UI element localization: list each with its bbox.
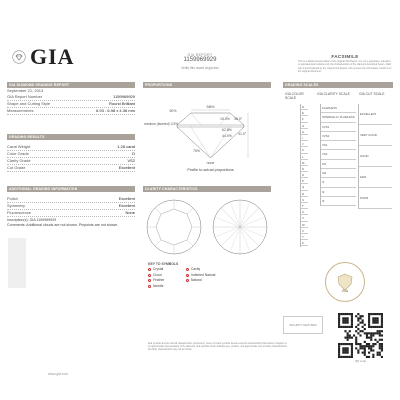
seal-label: GIA (341, 289, 349, 293)
key-title: KEY TO SYMBOLS (148, 262, 179, 266)
pavilion-depth: 44.0% (222, 134, 232, 138)
clarity-scale-grade: SI2 (321, 169, 356, 178)
color-scale-grade: L (301, 154, 308, 160)
proportions-diagram (143, 90, 271, 172)
cut-scale-grade: FAIR (359, 167, 392, 188)
profile-caption: Profile to actual proportions (187, 168, 234, 172)
clarity-scale-grade: VS2 (321, 150, 356, 159)
report-number: 1159969929 (183, 57, 217, 63)
crystal-icon (148, 268, 151, 271)
cut-scale-grade: EXCELLENT (359, 104, 392, 125)
color-scale-grade: Y (301, 234, 308, 240)
color-scale-grade: Q (301, 184, 308, 190)
crown-angle: 35.0° (234, 117, 243, 121)
website: www.gia.edu (48, 372, 68, 376)
color-scale-grade: H (301, 129, 308, 135)
indented-natural-icon (186, 274, 189, 277)
color-scale-grade: G (301, 123, 308, 129)
clarity-scale-grade: I2 (321, 188, 356, 197)
gia-seal (325, 262, 365, 302)
legend-needle: Needle (148, 284, 180, 290)
color-scale-grade: P (301, 178, 308, 184)
clarity-section (143, 186, 271, 192)
color-scale-grade: X (301, 228, 308, 234)
footer-note: Red symbols denote internal characteristics (inclusions). Green or black symbols denote external characteristics (blemishes). Diagram is an approximate representation of the diamond, and symbols shown indicate type, position, and approximate size of clarity characteristics. All clarity characteristics may not be shown. (148, 343, 288, 352)
proportions-header: PROPORTIONS (143, 82, 271, 88)
qr-label: QR code (354, 359, 367, 363)
clarity-scale-grade: I3 (321, 197, 356, 206)
color-scale-grade: U (301, 209, 308, 215)
additional-row: Fluorescence None (7, 210, 135, 215)
clarity-header: CLARITY CHARACTERISTICS (143, 186, 271, 192)
color-scale-grade: R (301, 191, 308, 197)
color-scale-grade: K (301, 147, 308, 153)
info-row: Shape and Cutting Style Round Brilliant (7, 101, 135, 106)
clarity-plots (145, 198, 269, 256)
proportions-section (143, 82, 271, 88)
scale-headers (285, 92, 393, 101)
cut-scale-grade: POOR (359, 188, 392, 209)
verify-text: Verify this report at gia.edu (181, 66, 219, 70)
facsimile-title: FACSIMILE (331, 54, 359, 59)
additional-row: Symmetry Excellent (7, 203, 135, 208)
color-scale (300, 104, 308, 247)
doc-title: GIA REPORT (187, 53, 213, 57)
clarity-scale-grade: I1 (321, 178, 356, 187)
clarity-scale (320, 104, 356, 206)
brand-name: GIA (30, 44, 75, 69)
color-scale-grade: W (301, 222, 308, 228)
girdle: medium (faceted) 3.5% (144, 122, 179, 126)
cut-scale (358, 104, 392, 209)
cut-scale-grade: VERY GOOD (359, 125, 392, 146)
natural-icon (186, 279, 189, 282)
security-label: SECURITY FEATURES (289, 323, 317, 327)
lower-half: 75% (193, 149, 201, 153)
grading-scales-header: GRADING SCALES (283, 82, 393, 88)
color-scale-head: GIA COLOR SCALE (285, 92, 304, 101)
color-scale-grade: V (301, 215, 308, 221)
pavilion-angle: 41.0° (238, 132, 247, 136)
info-row: GIA Report Number 1159969929 (7, 94, 135, 99)
legend-crystal: Crystal (148, 267, 180, 273)
additional-info-section (7, 186, 135, 228)
needle-icon (148, 285, 151, 288)
crown-height: 15.0% (220, 117, 230, 121)
report-date: September 21, 2013 (7, 88, 44, 93)
grading-results-section (7, 134, 135, 172)
diamond-icon (12, 50, 26, 64)
result-row: Cut Grade Excellent (7, 165, 135, 170)
clarity-scale-grade: FLAWLESS (321, 104, 356, 113)
inscription: Inscription(s): GIA 1159969929 (7, 218, 57, 222)
grading-results-header: GRADING RESULTS (7, 134, 135, 140)
table-pct: 58% (206, 104, 215, 109)
additional-info-header: ADDITIONAL GRADING INFORMATION (7, 186, 135, 192)
color-scale-grade: D (301, 104, 308, 110)
color-scale-grade: S (301, 197, 308, 203)
clarity-scale-grade: SI1 (321, 160, 356, 169)
gia-logo (12, 44, 75, 70)
clarity-scale-grade: VVS2 (321, 132, 356, 141)
culet: none (206, 161, 215, 165)
legend-natural: Natural (186, 278, 218, 284)
cloud-icon (148, 274, 151, 277)
facsimile-text: This is a digital representation of the original GIA Report. It is not a guarantee, valuation or appraisal and contains only the characteristics of the diamond described herein. Valid only if accompanied by the original GIA Report. GIA ensures the information conforms to the original document. (298, 60, 392, 73)
feather-icon (148, 279, 151, 282)
cut-scale-grade: GOOD (359, 146, 392, 167)
color-scale-grade: M (301, 160, 308, 166)
result-row: Clarity Grade VS2 (7, 158, 135, 163)
legend-cloud: Cloud (148, 273, 180, 279)
color-scale-grade: I (301, 135, 308, 141)
color-scale-grade: E (301, 110, 308, 116)
facsimile-box (298, 54, 392, 73)
crown-plot (147, 200, 201, 254)
color-scale-grade: O (301, 172, 308, 178)
grading-report-header: GIA DIAMOND GRADING REPORT (7, 82, 135, 88)
clarity-scale-grade: VVS1 (321, 123, 356, 132)
result-row: Carat Weight 1.28 carat (7, 144, 135, 149)
clarity-scale-head: GIA CLARITY SCALE (317, 92, 350, 96)
star-pct: 50% (169, 109, 177, 113)
grading-report-section (7, 82, 135, 115)
cavity-icon (186, 268, 189, 271)
legend-indented-natural: Indented Natural (186, 273, 218, 279)
legend-feather: Feather (148, 278, 180, 284)
color-scale-grade: T (301, 203, 308, 209)
color-scale-grade: N (301, 166, 308, 172)
key-to-symbols (148, 262, 268, 289)
clarity-scale-grade: VS1 (321, 141, 356, 150)
pavilion-plot (213, 200, 267, 254)
report-photo (8, 238, 26, 288)
qr-code (338, 313, 383, 358)
info-row: Measurements 6.93 - 6.98 x 4.36 mm (7, 108, 135, 113)
cut-scale-head: GIA CUT SCALE (359, 92, 385, 96)
clarity-scale-grade: INTERNALLY FLAWLESS (321, 113, 356, 122)
result-row: Color Grade D (7, 151, 135, 156)
security-box (283, 316, 323, 334)
depth-pct: 62.8% (222, 128, 232, 132)
color-scale-grade: F (301, 116, 308, 122)
color-scale-grade: J (301, 141, 308, 147)
grading-scales-section (283, 82, 393, 88)
color-scale-grade: Z (301, 240, 308, 246)
report-header (150, 53, 250, 70)
legend-cavity: Cavity (186, 267, 218, 273)
additional-row: Polish Excellent (7, 196, 135, 201)
comments: Comments: Additional clouds are not shown. Pinpoints are not shown. (7, 223, 119, 227)
